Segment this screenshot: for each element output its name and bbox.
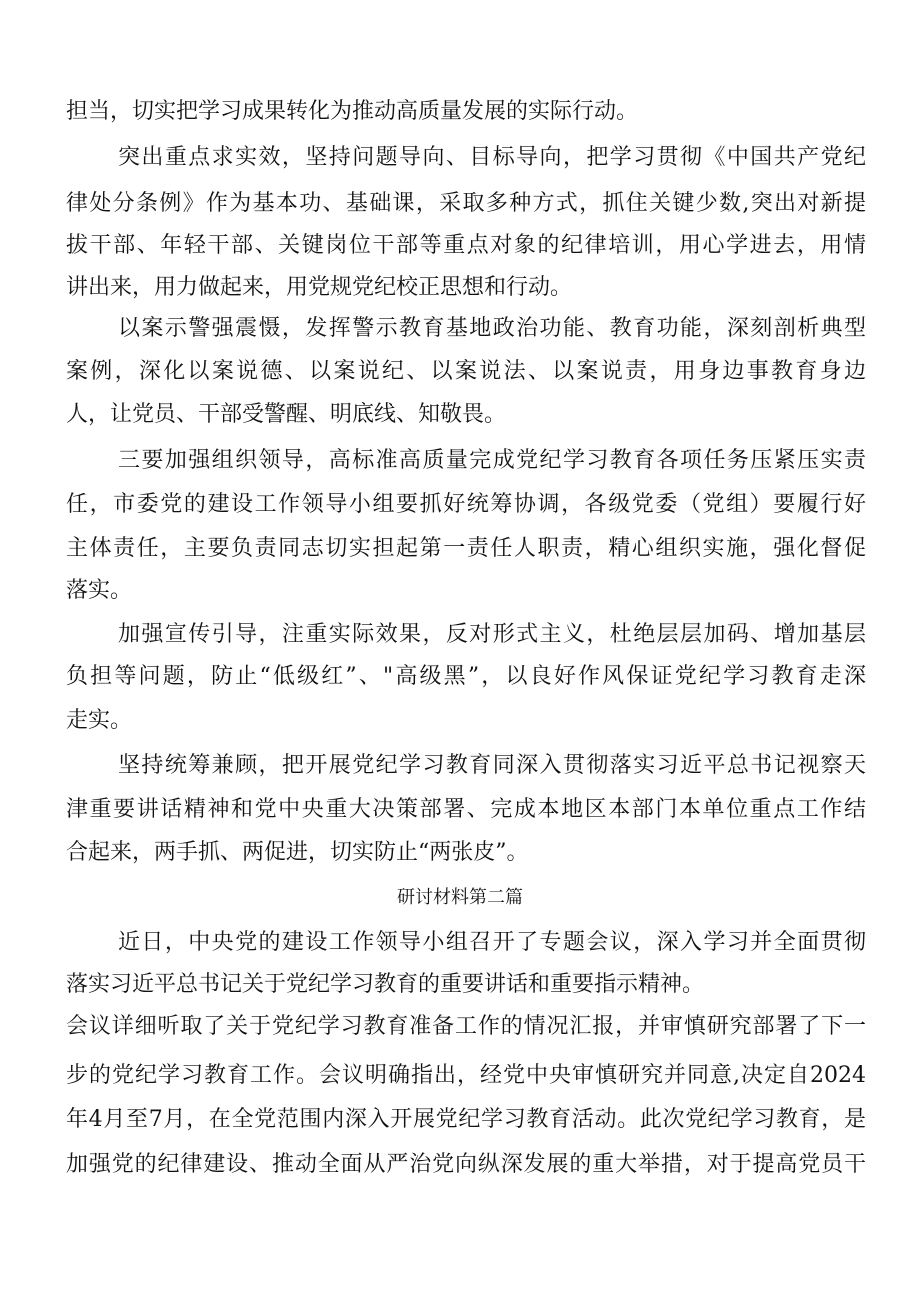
- paragraph-line: 任，市委党的建设工作领导小组要抓好统筹协调，各级党委（党组）要履行好: [66, 492, 866, 517]
- paragraph-line: 担当，切实把学习成果转化为推动高质量发展的实际行动。: [66, 99, 639, 124]
- paragraph-line: 合起来，两手抓、两促进，切实防止“两张皮”。: [66, 840, 529, 865]
- paragraph-line: 加强宣传引导，注重实际效果，反对形式主义，杜绝层层加码、增加基层: [118, 622, 866, 647]
- paragraph-line: 年4月至7月，在全党范围内深入开展党纪学习教育活动。此次党纪学习教育，是: [66, 1107, 866, 1132]
- paragraph-line: 三要加强组织领导，高标准高质量完成党纪学习教育各项任务压紧压实责: [118, 448, 866, 473]
- paragraph-line: 负担等问题，防止“低级红”、"高级黑”，以良好作风保证党纪学习教育走深: [66, 664, 866, 689]
- paragraph-line: 人，让党员、干部受警醒、明底线、知敬畏。: [66, 402, 507, 427]
- paragraph-line: 突出重点求实效，坚持问题导向、目标导向，把学习贯彻《中国共产党纪: [118, 145, 866, 170]
- paragraph-line: 主体责任，主要负责同志切实担起第一责任人职责，精心组织实施，强化督促: [66, 536, 866, 561]
- paragraph-line: 津重要讲话精神和党中央重大决策部署、完成本地区本部门本单位重点工作结: [66, 797, 866, 822]
- paragraph-line: 以案示警强震慑，发挥警示教育基地政治功能、教育功能，深刻剖析典型: [118, 316, 866, 341]
- paragraph-line: 拔干部、年轻干部、关键岗位干部等重点对象的纪律培训，用心学进去，用情: [66, 233, 866, 258]
- paragraph-line: 案例，深化以案说德、以案说纪、以案说法、以案说责，用身边事教育身边: [66, 359, 866, 384]
- paragraph-line: 走实。: [66, 708, 133, 733]
- paragraph-line: 步的党纪学习教育工作。会议明确指出，经党中央审慎研究并同意,决定自2024: [66, 1063, 866, 1088]
- paragraph-line: 坚持统筹兼顾，把开展党纪学习教育同深入贯彻落实习近平总书记视察天: [118, 753, 866, 778]
- paragraph-line: 律处分条例》作为基本功、基础课，采取多种方式，抓住关键少数,突出对新提: [66, 191, 866, 216]
- paragraph-line: 讲出来，用力做起来，用党规党纪校正思想和行动。: [66, 275, 573, 300]
- paragraph-line: 落实习近平总书记关于党纪学习教育的重要讲话和重要指示精神。: [66, 972, 705, 997]
- section-heading: 研讨材料第二篇: [397, 887, 523, 908]
- paragraph-line: 会议详细听取了关于党纪学习教育准备工作的情况汇报，并审慎研究部署了下一: [66, 1014, 866, 1039]
- paragraph-line: 落实。: [66, 578, 133, 603]
- paragraph-line: 近日，中央党的建设工作领导小组召开了专题会议，深入学习并全面贯彻: [118, 930, 866, 955]
- paragraph-line: 加强党的纪律建设、推动全面从严治党向纵深发展的重大举措，对于提高党员干: [66, 1152, 866, 1177]
